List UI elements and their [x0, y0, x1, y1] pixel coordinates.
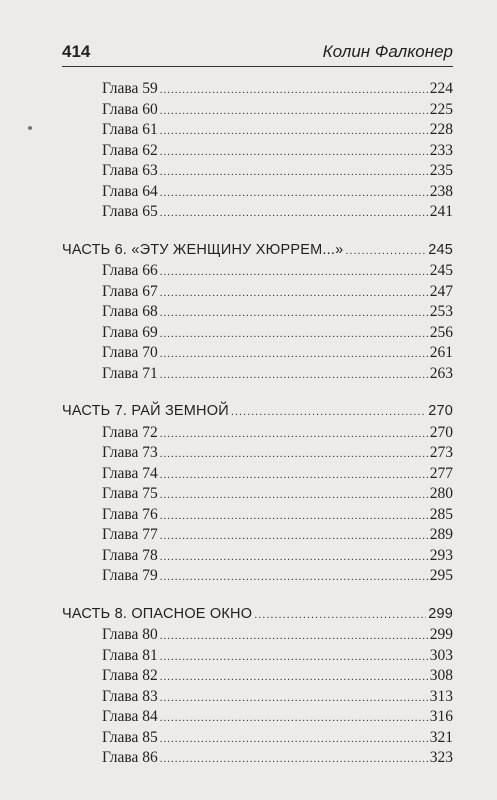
chapter-title: Глава 80 [102, 626, 158, 643]
dot-leader [345, 245, 426, 257]
toc-page-number: 273 [429, 444, 453, 461]
dot-leader [160, 671, 428, 683]
chapter-title: Глава 86 [102, 749, 158, 766]
print-speck [28, 126, 32, 130]
dot-leader [160, 125, 428, 137]
toc-page-number: 245 [428, 241, 453, 258]
toc-page-number: 270 [428, 403, 453, 419]
chapter-title: Глава 70 [102, 344, 158, 361]
chapter-title: Глава 59 [102, 80, 158, 97]
toc-part-row [62, 242, 453, 263]
toc-chapter-row [62, 80, 453, 101]
chapter-title: Глава 67 [102, 282, 158, 300]
dot-leader [160, 266, 428, 278]
dot-leader [160, 307, 428, 319]
toc-page-number: 225 [429, 100, 453, 118]
toc-page-number: 323 [429, 749, 453, 766]
dot-leader [160, 369, 428, 381]
dot-leader [160, 348, 428, 360]
chapter-title: Глава 76 [102, 505, 158, 523]
toc-chapter-row [62, 667, 453, 688]
toc-page-number: 241 [429, 203, 453, 220]
toc-page-number: 247 [429, 282, 453, 300]
toc-chapter-row [62, 162, 453, 183]
chapter-title: Глава 72 [102, 423, 158, 441]
page-number: 414 [62, 42, 91, 61]
toc-chapter-row [62, 262, 453, 283]
toc-chapter-row [62, 647, 453, 668]
toc-chapter-row [62, 183, 453, 204]
toc-page-number: 233 [429, 141, 453, 159]
chapter-title: Глава 68 [102, 303, 158, 320]
chapter-title: Глава 60 [102, 100, 158, 118]
dot-leader [160, 207, 428, 219]
toc-chapter-row [62, 365, 453, 386]
toc-page-number: 261 [429, 344, 453, 361]
dot-leader [160, 489, 428, 501]
chapter-title: Глава 75 [102, 485, 158, 502]
chapter-title: Глава 83 [102, 687, 158, 705]
toc-page-number: 289 [429, 526, 453, 543]
dot-leader [160, 692, 428, 704]
chapter-title: Глава 61 [102, 121, 158, 138]
toc-page-number: 235 [429, 162, 453, 179]
toc-part-row [62, 403, 453, 424]
chapter-title: Глава 63 [102, 162, 158, 179]
toc-chapter-row [62, 424, 453, 445]
dot-leader [160, 428, 428, 440]
dot-leader [160, 551, 428, 563]
toc-page-number: 253 [429, 303, 453, 320]
toc-chapter-row [62, 283, 453, 304]
dot-leader [160, 510, 428, 522]
toc-chapter-row [62, 324, 453, 345]
chapter-title: Глава 79 [102, 567, 158, 584]
dot-leader [160, 530, 428, 542]
toc-page-number: 263 [429, 364, 453, 382]
chapter-title: Глава 78 [102, 546, 158, 564]
toc-page-number: 308 [429, 667, 453, 684]
toc-chapter-row [62, 485, 453, 506]
toc-page-number: 295 [429, 567, 453, 584]
part-title: ЧАСТЬ 6. «ЭТУ ЖЕНЩИНУ ХЮРРЕМ...» [62, 241, 344, 258]
toc-page-number: 277 [429, 464, 453, 482]
dot-leader [160, 651, 428, 663]
chapter-title: Глава 62 [102, 141, 158, 159]
chapter-title: Глава 84 [102, 708, 158, 725]
toc-page-number: 321 [429, 728, 453, 746]
toc-chapter-row [62, 203, 453, 224]
toc-page-number: 299 [429, 626, 453, 643]
toc-page-number: 285 [429, 505, 453, 523]
toc-page-number: 270 [429, 423, 453, 441]
chapter-title: Глава 65 [102, 203, 158, 220]
toc-chapter-row [62, 444, 453, 465]
toc-chapter-row [62, 547, 453, 568]
toc-chapter-row [62, 626, 453, 647]
toc-chapter-row [62, 526, 453, 547]
chapter-title: Глава 69 [102, 323, 158, 341]
toc-page-number: 293 [429, 546, 453, 564]
toc-chapter-row [62, 142, 453, 163]
toc-page-number: 313 [429, 687, 453, 705]
chapter-title: Глава 73 [102, 444, 158, 461]
toc-chapter-row [62, 749, 453, 770]
toc-page-number: 303 [429, 646, 453, 664]
toc-page-number: 299 [428, 605, 453, 622]
toc-chapter-row [62, 729, 453, 750]
toc-chapter-row [62, 688, 453, 709]
dot-leader [160, 753, 428, 765]
dot-leader [160, 630, 428, 642]
toc-chapter-row [62, 506, 453, 527]
dot-leader [254, 609, 426, 621]
dot-leader [160, 328, 428, 340]
part-title: ЧАСТЬ 8. ОПАСНОЕ ОКНО [62, 605, 253, 622]
dot-leader [160, 571, 428, 583]
chapter-title: Глава 85 [102, 728, 158, 746]
chapter-title: Глава 77 [102, 526, 158, 543]
part-title: ЧАСТЬ 7. РАЙ ЗЕМНОЙ [62, 403, 229, 419]
toc-page-number: 256 [429, 323, 453, 341]
chapter-title: Глава 66 [102, 262, 158, 279]
dot-leader [160, 448, 428, 460]
toc-chapter-row [62, 344, 453, 365]
chapter-title: Глава 71 [102, 364, 158, 382]
dot-leader [160, 712, 428, 724]
toc-chapter-row [62, 708, 453, 729]
toc-chapter-row [62, 303, 453, 324]
chapter-title: Глава 82 [102, 667, 158, 684]
toc-chapter-row [62, 465, 453, 486]
toc-page-number: 228 [429, 121, 453, 138]
dot-leader [160, 146, 428, 158]
toc-page-number: 245 [429, 262, 453, 279]
chapter-title: Глава 81 [102, 646, 158, 664]
dot-leader [160, 187, 428, 199]
chapter-title: Глава 64 [102, 182, 158, 200]
toc-page-number: 224 [429, 80, 453, 97]
toc-chapter-row [62, 121, 453, 142]
toc-page-number: 280 [429, 485, 453, 502]
toc-part-row [62, 606, 453, 627]
toc-page-number: 238 [429, 182, 453, 200]
toc-page-number: 316 [429, 708, 453, 725]
running-head [62, 36, 453, 67]
dot-leader [160, 166, 428, 178]
chapter-title: Глава 74 [102, 464, 158, 482]
dot-leader [160, 733, 428, 745]
toc-chapter-row [62, 101, 453, 122]
table-of-contents [62, 80, 453, 770]
book-author: Колин Фалконер [322, 42, 453, 61]
dot-leader [160, 84, 428, 96]
dot-leader [160, 469, 428, 481]
toc-chapter-row [62, 567, 453, 588]
dot-leader [160, 105, 428, 117]
dot-leader [231, 406, 426, 418]
dot-leader [160, 287, 428, 299]
